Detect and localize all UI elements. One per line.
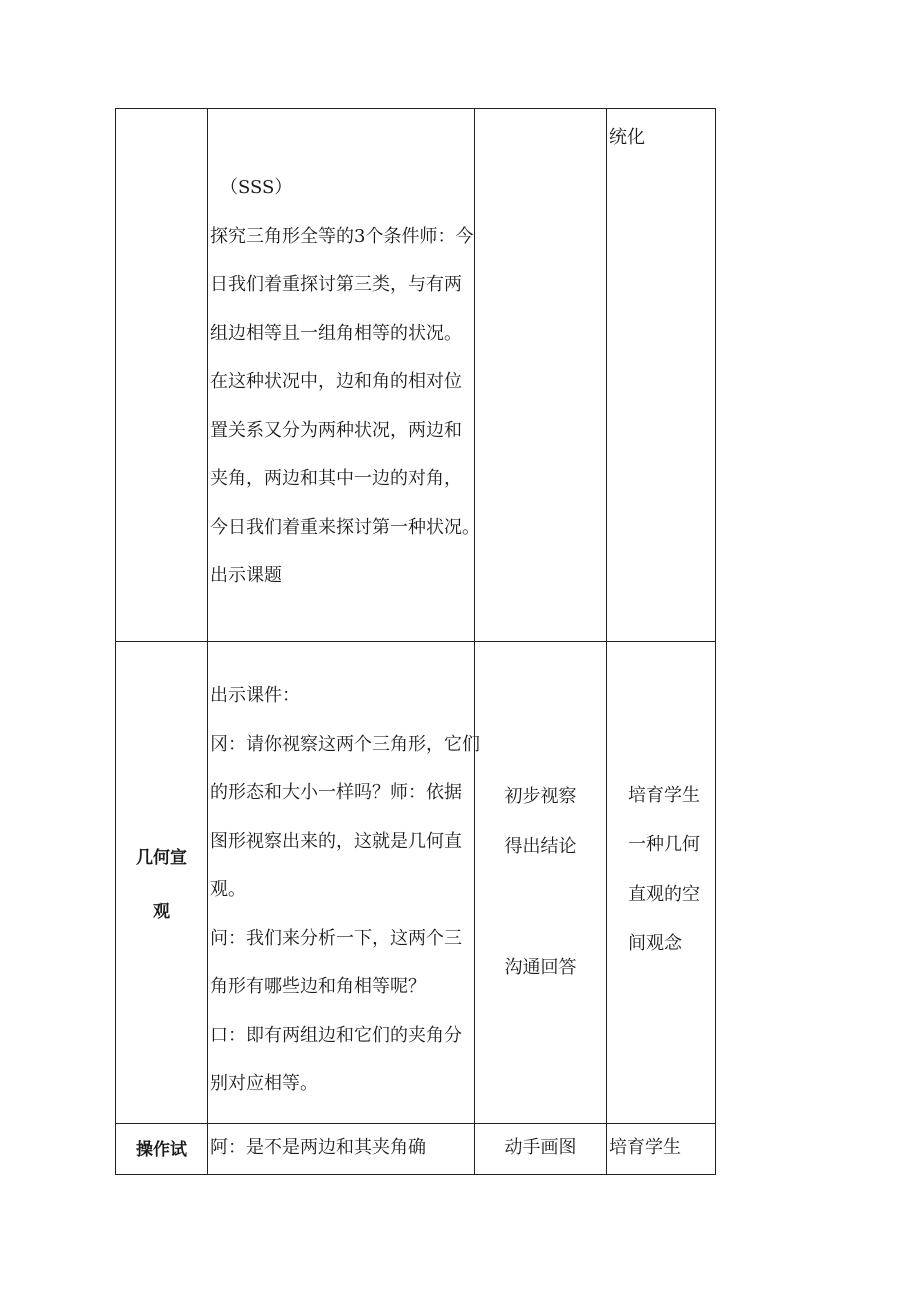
content-line: 口：即有两组边和它们的夹角分	[210, 1024, 462, 1046]
student-activity-text: 动手画图	[504, 1137, 577, 1158]
content-line: 今日我们着重来探讨第一种状况。	[210, 516, 480, 538]
content-line: （SSS）	[220, 177, 293, 198]
content-line: 探究三角形全等的3个条件师：今	[210, 225, 474, 247]
content-line: 阿：是不是两边和其夹角确	[210, 1137, 426, 1158]
purpose-cell-text: 一种几何	[628, 834, 700, 855]
content-line: 夹角，两边和其中一边的对角，	[210, 468, 462, 489]
content-line: 观。	[210, 879, 246, 900]
content-line: 图形视察出来的，这就是几何直	[210, 830, 462, 852]
content-line: 出示课题	[210, 565, 282, 586]
student-activity-text: 初步视察	[504, 786, 577, 807]
content-line: 别对应相等。	[210, 1073, 318, 1094]
purpose-cell-text: 培育学生	[628, 785, 700, 806]
content-line: 问：我们来分析一下，这两个三	[210, 927, 462, 949]
row-divider	[115, 641, 716, 642]
purpose-cell-text: 培育学生	[609, 1137, 681, 1158]
content-line: 置关系又分为两种状况，两边和	[210, 419, 462, 441]
content-line: 组边相等且一组角相等的状况。	[210, 322, 462, 344]
stage-label: 几何宣	[136, 848, 187, 868]
content-line: 出示课件：	[210, 685, 300, 706]
content-cell	[210, 684, 480, 1121]
column-divider	[207, 108, 208, 1175]
content-line: 冈：请你视察这两个三角形，它们	[210, 733, 480, 755]
column-divider	[606, 108, 607, 1175]
table-border-left	[115, 108, 116, 1175]
stage-label: 观	[153, 902, 170, 922]
student-activity-text: 得出结论	[504, 836, 577, 857]
student-activity-text: 沟通回答	[504, 957, 577, 978]
stage-label: 操作试	[136, 1140, 187, 1160]
purpose-cell-text: 统化	[609, 127, 645, 148]
table-border-bottom	[115, 1174, 716, 1175]
purpose-cell-text: 间观念	[628, 933, 682, 954]
table-border-right	[715, 108, 716, 1175]
content-line: 的形态和大小一样吗？师：依据	[210, 782, 462, 803]
table-border-top	[115, 108, 716, 109]
purpose-cell-text: 直观的空	[628, 884, 700, 905]
row-divider	[115, 1123, 716, 1124]
content-line: 日我们着重探讨第三类，与有两	[210, 274, 462, 295]
content-line: 在这种状况中，边和角的相对位	[210, 371, 462, 392]
content-line: 角形有哪些边和角相等呢？	[210, 976, 426, 997]
content-cell	[210, 176, 480, 613]
